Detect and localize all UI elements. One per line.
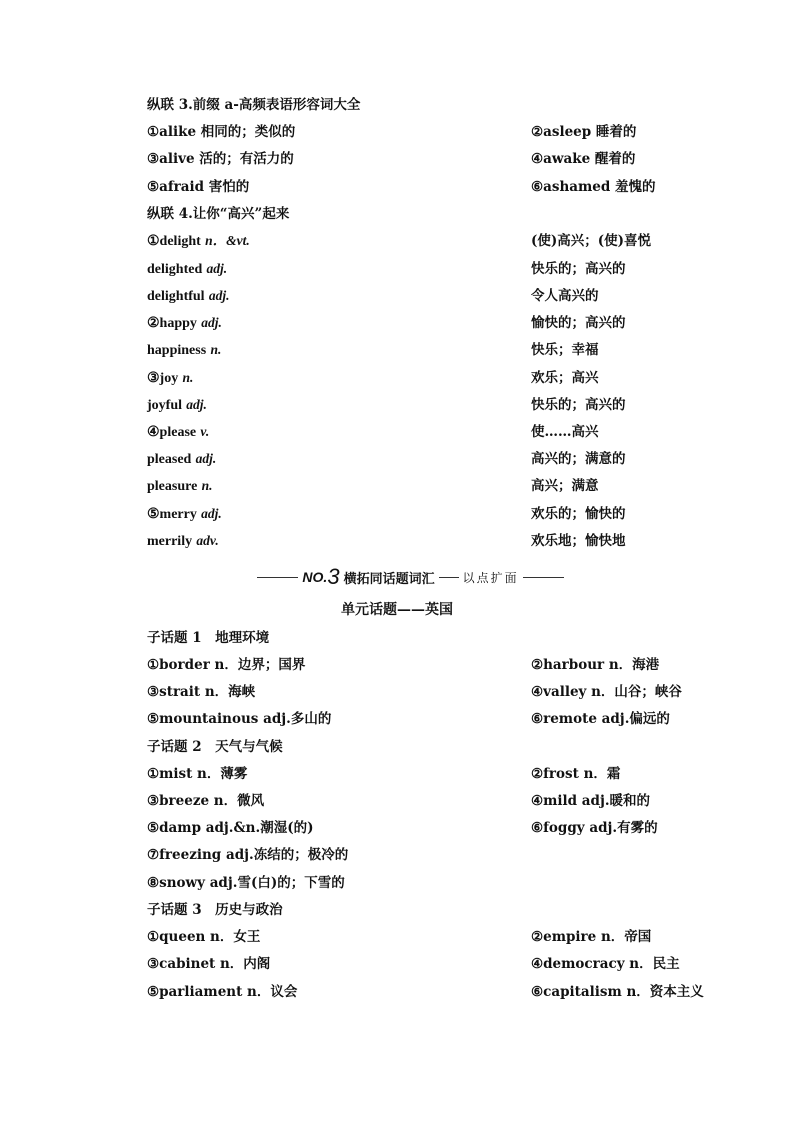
vocab-item: ①alike 相同的；类似的 (147, 124, 296, 140)
vocab-item: ⑥ashamed 羞愧的 (531, 179, 656, 195)
vocab-item: ②harbour n．海港 (531, 657, 660, 673)
vocab-item: ⑥foggy adj.有雾的 (531, 820, 658, 836)
vocab-item: ③strait n．海峡 (147, 684, 256, 700)
vocab-row (147, 394, 626, 416)
vocab-item: ③breeze n．微风 (147, 793, 265, 809)
vocab-pos: adj. (206, 261, 228, 276)
vocab-meaning: 欢乐地；愉快地 (531, 533, 626, 549)
vocab-meaning: (使)高兴；(使)喜悦 (531, 233, 652, 249)
vocab-meaning: 欢乐；高兴 (531, 370, 599, 386)
vocab-pos: adv. (196, 533, 219, 548)
vocab-meaning: 令人高兴的 (531, 288, 599, 304)
vocab-word: delightful (147, 289, 205, 304)
vocab-word: ①delight (147, 234, 201, 249)
vocab-row (147, 503, 626, 525)
vocab-pos: adj. (195, 451, 217, 466)
vocab-pos: n. (201, 478, 213, 493)
vocab-row (147, 681, 682, 703)
vocab-pos: adj. (208, 288, 230, 303)
vocab-word: ④please (147, 425, 197, 440)
vocab-meaning: 快乐；幸福 (531, 342, 599, 358)
vocab-row (147, 872, 345, 894)
vocab-row (147, 844, 348, 866)
vocab-row (147, 448, 626, 470)
banner-no: NO. (302, 569, 328, 585)
vocab-item: ⑤parliament n．议会 (147, 984, 298, 1000)
vocab-row (147, 367, 599, 389)
vocab-row (147, 790, 651, 812)
vocab-word: pleasure (147, 479, 198, 494)
vocab-item: ⑤mountainous adj.多山的 (147, 711, 332, 727)
vocab-item: ②frost n．霜 (531, 766, 621, 782)
vocab-item: ④mild adj.暖和的 (531, 793, 651, 809)
section3-heading: 纵联 3.前缀 a-高频表语形容词大全 (147, 97, 361, 113)
banner-subtitle: 以点扩面 (462, 570, 519, 585)
vocab-item: ⑦freezing adj.冻结的；极冷的 (147, 847, 349, 863)
vocab-row (147, 312, 626, 334)
divider-line (439, 577, 459, 578)
vocab-meaning: 欢乐的；愉快的 (531, 506, 626, 522)
vocab-pos: n. (210, 342, 222, 357)
vocab-item: ①queen n．女王 (147, 929, 261, 945)
vocab-item: ⑥capitalism n．资本主义 (531, 984, 704, 1000)
vocab-row (147, 763, 621, 785)
vocab-word: happiness (147, 343, 207, 358)
unit-topic-title: 单元话题——英国 (341, 602, 453, 618)
section-banner (253, 566, 568, 588)
vocab-row (147, 530, 626, 552)
vocab-item: ④democracy n．民主 (531, 956, 680, 972)
vocab-word: pleased (147, 452, 192, 467)
vocab-item: ④valley n．山谷；峡谷 (531, 684, 682, 700)
vocab-pos: v. (200, 424, 210, 439)
vocab-item: ④awake 醒着的 (531, 151, 636, 167)
vocab-item: ⑤damp adj.&n.潮湿(的) (147, 820, 314, 836)
vocab-pos: n. (182, 370, 194, 385)
vocab-pos: adj. (201, 315, 222, 330)
vocab-row (147, 176, 656, 198)
topic1-heading: 子话题 1 地理环境 (147, 630, 270, 646)
topic2-heading: 子话题 2 天气与气候 (147, 739, 283, 755)
vocab-pos: adj. (201, 506, 222, 521)
vocab-row (147, 339, 599, 361)
vocab-meaning: 快乐的；高兴的 (531, 397, 626, 413)
vocab-meaning: 高兴；满意 (531, 478, 599, 494)
vocab-row (147, 654, 660, 676)
vocab-item: ②asleep 睡着的 (531, 124, 637, 140)
vocab-pos: n．&vt. (205, 233, 250, 248)
vocab-word: merrily (147, 534, 193, 549)
vocab-row (147, 285, 599, 307)
section4-heading: 纵联 4.让你“高兴”起来 (147, 206, 290, 222)
banner-title: 横拓同话题词汇 (343, 571, 435, 587)
vocab-row (147, 817, 658, 839)
topic3-heading: 子话题 3 历史与政治 (147, 902, 283, 918)
divider-line (257, 577, 298, 578)
vocab-item: ⑧snowy adj.雪(白)的；下雪的 (147, 875, 345, 891)
vocab-row (147, 708, 670, 730)
vocab-row (147, 121, 637, 143)
vocab-word: delighted (147, 262, 203, 277)
banner-number: 3 (327, 564, 340, 589)
vocab-item: ③cabinet n．内阁 (147, 956, 271, 972)
vocab-row (147, 981, 704, 1003)
vocab-item: ⑤afraid 害怕的 (147, 179, 250, 195)
vocab-item: ②empire n．帝国 (531, 929, 652, 945)
vocab-row (147, 953, 680, 975)
vocab-pos: adj. (186, 397, 207, 412)
vocab-item: ③alive 活的；有活力的 (147, 151, 294, 167)
vocab-word: ⑤merry (147, 507, 197, 522)
vocab-item: ①mist n．薄雾 (147, 766, 248, 782)
vocab-row (147, 230, 652, 252)
vocab-row (147, 475, 599, 497)
vocab-word: ③joy (147, 371, 179, 386)
vocab-row (147, 926, 652, 948)
vocab-meaning: 快乐的；高兴的 (531, 261, 626, 277)
vocab-word: joyful (147, 398, 182, 413)
vocab-row (147, 148, 636, 170)
vocab-meaning: 愉快的；高兴的 (531, 315, 626, 331)
vocab-item: ⑥remote adj.偏远的 (531, 711, 670, 727)
vocab-meaning: 使……高兴 (531, 424, 599, 440)
vocab-row (147, 258, 626, 280)
vocab-word: ②happy (147, 316, 197, 331)
vocab-meaning: 高兴的；满意的 (531, 451, 626, 467)
vocab-row (147, 421, 599, 443)
vocab-item: ①border n．边界；国界 (147, 657, 306, 673)
divider-line (523, 577, 564, 578)
